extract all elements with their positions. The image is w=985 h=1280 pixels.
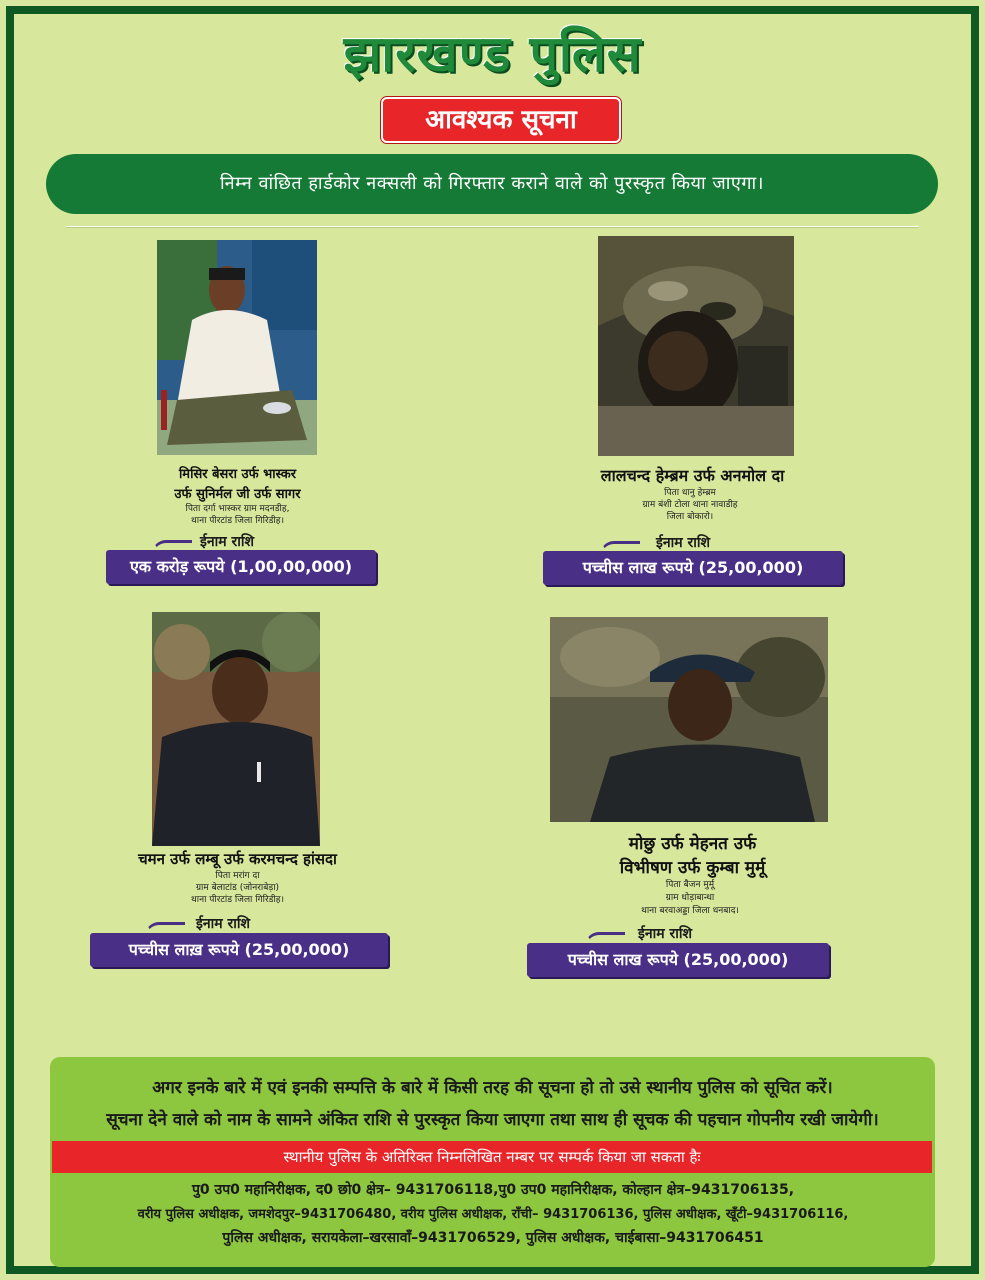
person-3-detail-2: ग्राम बेलाटांड (जोनराबेड़ा) xyxy=(195,883,280,893)
contact-line-3: पुलिस अधीक्षक, सरायकेला–खरसावाँ–9431706529, पुलिस अधीक्षक, चाईबासा–9431706451 xyxy=(222,1230,764,1246)
person-3-name-1: चमन उर्फ लम्बू उर्फ करमचन्द हांसदा xyxy=(138,850,337,868)
person-1-detail-1: पिता दर्गा भास्कर ग्राम मदनडीह, xyxy=(185,504,290,514)
photo-person-2 xyxy=(598,236,794,456)
person-2-reward: पच्चीस लाख रूपये (25,00,000) xyxy=(543,551,843,585)
person-2-detail-3: जिला बोकारो। xyxy=(666,512,714,522)
person-4-detail-3: थाना बरवाअड्डा जिला धनबाद। xyxy=(641,906,739,916)
person-4-detail-1: पिता बैजन मुर्मू xyxy=(665,880,715,890)
person-1-reward-label: ईनाम राशि xyxy=(200,534,255,550)
person-3-detail-3: थाना पीरटांड जिला गिरिडीह। xyxy=(191,895,284,905)
person-4-name-1: मोछु उर्फ मेहनत उर्फ xyxy=(628,834,757,854)
person-3-reward-label: ईनाम राशि xyxy=(196,916,251,932)
divider xyxy=(66,226,919,228)
contact-heading: स्थानीय पुलिस के अतिरिक्त निम्नलिखित नम्बर पर सम्पर्क किया जा सकता हैः xyxy=(52,1141,932,1173)
photo-person-4 xyxy=(550,617,828,822)
reward-banner: निम्न वांछित हार्डकोर नक्सली को गिरफ्तार कराने वाले को पुरस्कृत किया जाएगा। xyxy=(46,154,938,214)
person-3-detail-1: पिता मरांग दा xyxy=(215,871,260,881)
person-4-name-2: विभीषण उर्फ कुम्बा मुर्मू xyxy=(619,858,766,878)
contact-line-1: पु0 उप0 महानिरीक्षक, द0 छो0 क्षेत्र– 9431706118,पु0 उप0 महानिरीक्षक, कोल्हान क्षेत्र–9431706135, xyxy=(191,1182,795,1198)
person-4-reward-label: ईनाम राशि xyxy=(638,926,693,942)
poster-title: झारखण्ड पुलिस xyxy=(343,25,642,83)
photo-person-1 xyxy=(157,240,317,455)
person-1-detail-2: थाना पीरटांड जिला गिरिडीह। xyxy=(191,516,284,526)
contact-line-2: वरीय पुलिस अधीक्षक, जमशेदपुर–9431706480, वरीय पुलिस अधीक्षक, राँची– 9431706136, पुलिस अधीक्षक, खूँटी–9431706116, xyxy=(137,1207,849,1222)
person-3-reward: पच्चीस लाख़ रूपये (25,00,000) xyxy=(90,933,388,967)
notice-label: आवश्यक सूचना xyxy=(381,97,621,143)
person-1-reward: एक करोड़ रूपये (1,00,00,000) xyxy=(106,550,376,584)
person-1-name-2: उर्फ सुनिर्मल जी उर्फ सागर xyxy=(174,487,301,502)
photo-person-3 xyxy=(152,612,320,846)
person-2-reward-label: ईनाम राशि xyxy=(656,535,711,551)
person-1-name-1: मिसिर बेसरा उर्फ भास्कर xyxy=(178,467,297,482)
person-2-name-1: लालचन्द हेम्ब्रम उर्फ अनमोल दा xyxy=(600,466,785,485)
person-2-detail-1: पिता धानु हेम्ब्रम xyxy=(664,488,716,498)
person-2-detail-2: ग्राम बंशी टोला थाना नावाडीह xyxy=(642,500,738,510)
info-line-1: अगर इनके बारे में एवं इनकी सम्पत्ति के बारे में किसी तरह की सूचना हो तो उसे स्थानीय पुलिस को सूचित करें। xyxy=(152,1078,833,1098)
person-4-reward: पच्चीस लाख रूपये (25,00,000) xyxy=(527,943,829,977)
person-4-detail-2: ग्राम धोड़ाबान्धा xyxy=(665,893,715,903)
info-line-2: सूचना देने वाले को नाम के सामने अंकित राशि से पुरस्कृत किया जाएगा तथा साथ ही सूचक की पहचान गोपनीय रखी जायेगी। xyxy=(106,1110,879,1130)
